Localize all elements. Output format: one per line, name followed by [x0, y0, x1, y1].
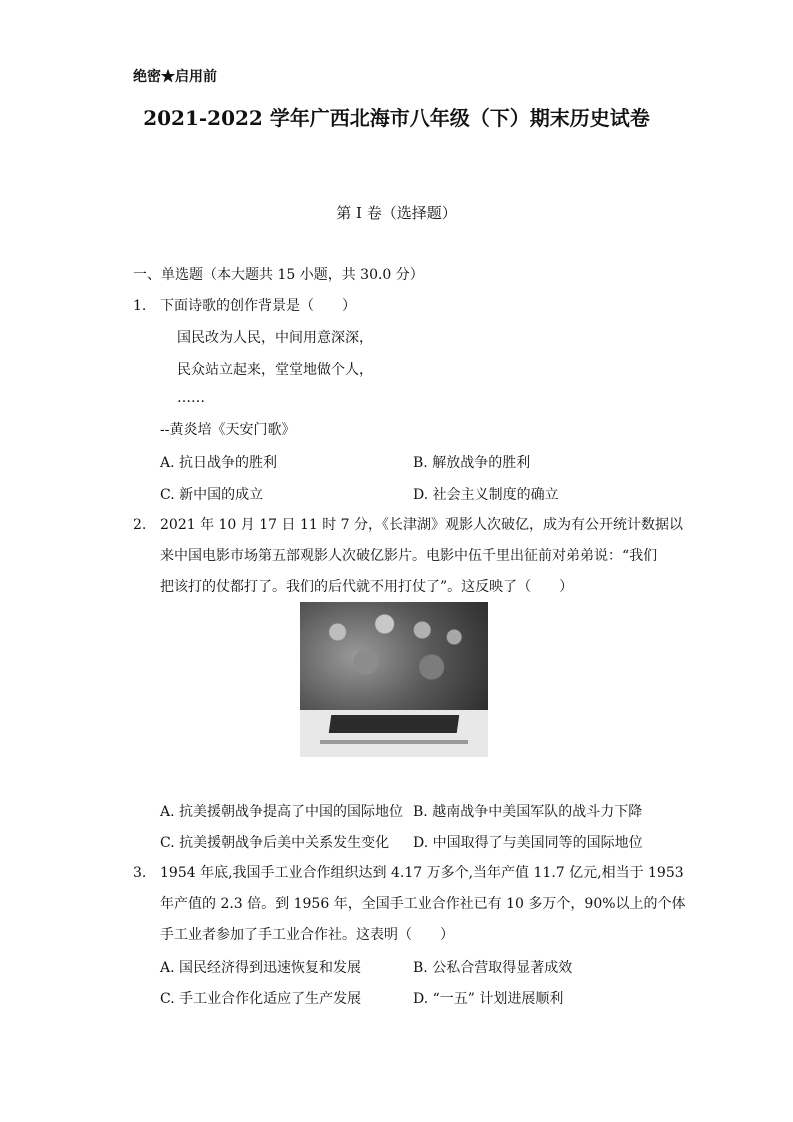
question-stem-2-line-2: 来中国电影市场第五部观影人次破亿影片。电影中伍千里出征前对弟弟说：“我们 — [160, 548, 658, 564]
question-stem-3-line-3: 手工业者参加了手工业合作社。这表明（ ） — [160, 927, 454, 943]
q1-option-d: D. 社会主义制度的确立 — [413, 487, 559, 503]
volume-heading: 第 I 卷（选择题） — [336, 204, 457, 222]
q2-option-d: D. 中国取得了与美国同等的国际地位 — [413, 835, 643, 851]
q3-option-a: A. 国民经济得到迅速恢复和发展 — [160, 960, 362, 976]
question-stem-3-line-2: 年产值的 2.3 倍。到 1956 年，全国手工业合作社已有 10 多万个，90%以上的个体 — [160, 896, 686, 912]
q3-option-d: D. “一五” 计划进展顺利 — [413, 991, 564, 1007]
q1-option-a: A. 抗日战争的胜利 — [160, 455, 278, 471]
poem-line-2: 民众站立起来，堂堂地做个人， — [177, 362, 373, 378]
confidential-label: 绝密★启用前 — [133, 69, 217, 85]
question-number-3: 3. — [133, 865, 147, 881]
question-stem-2-line-1: 2021 年 10 月 17 日 11 时 7 分，《长津湖》观影人次破亿，成为有公开统计数据以 — [160, 517, 684, 533]
question-stem-3-line-1: 1954 年底,我国手工业合作组织达到 4.17 万多个,当年产值 11.7 亿元,相当于 1953 — [160, 865, 684, 881]
poem-line-1: 国民改为人民，中间用意深深， — [177, 330, 373, 346]
q2-option-b: B. 越南战争中美国军队的战斗力下降 — [413, 804, 643, 820]
question-number-2: 2. — [133, 517, 147, 533]
question-stem-2-line-3: 把该打的仗都打了。我们的后代就不用打仗了”。这反映了（ ） — [160, 579, 574, 595]
page-title: 2021-2022 学年广西北海市八年级（下）期末历史试卷 — [143, 106, 650, 130]
question-number-1: 1. — [133, 298, 147, 314]
q1-option-b: B. 解放战争的胜利 — [413, 455, 531, 471]
soldier-figures — [300, 602, 488, 702]
section-heading: 一、单选题（本大题共 15 小题，共 30.0 分） — [133, 267, 424, 283]
poem-line-3: …… — [177, 390, 205, 406]
poem-source: --黄炎培《天安门歌》 — [160, 422, 296, 438]
poster-subtitle-graphic — [320, 740, 468, 744]
q1-option-c: C. 新中国的成立 — [160, 487, 264, 503]
q2-option-a: A. 抗美援朝战争提高了中国的国际地位 — [160, 804, 404, 820]
poster-title-graphic — [329, 715, 460, 733]
question-stem-1: 下面诗歌的创作背景是（ ） — [160, 298, 356, 314]
q3-option-b: B. 公私合营取得显著成效 — [413, 960, 573, 976]
movie-poster-image — [300, 602, 488, 757]
q3-option-c: C. 手工业合作化适应了生产发展 — [160, 991, 362, 1007]
q2-option-c: C. 抗美援朝战争后美中关系发生变化 — [160, 835, 390, 851]
